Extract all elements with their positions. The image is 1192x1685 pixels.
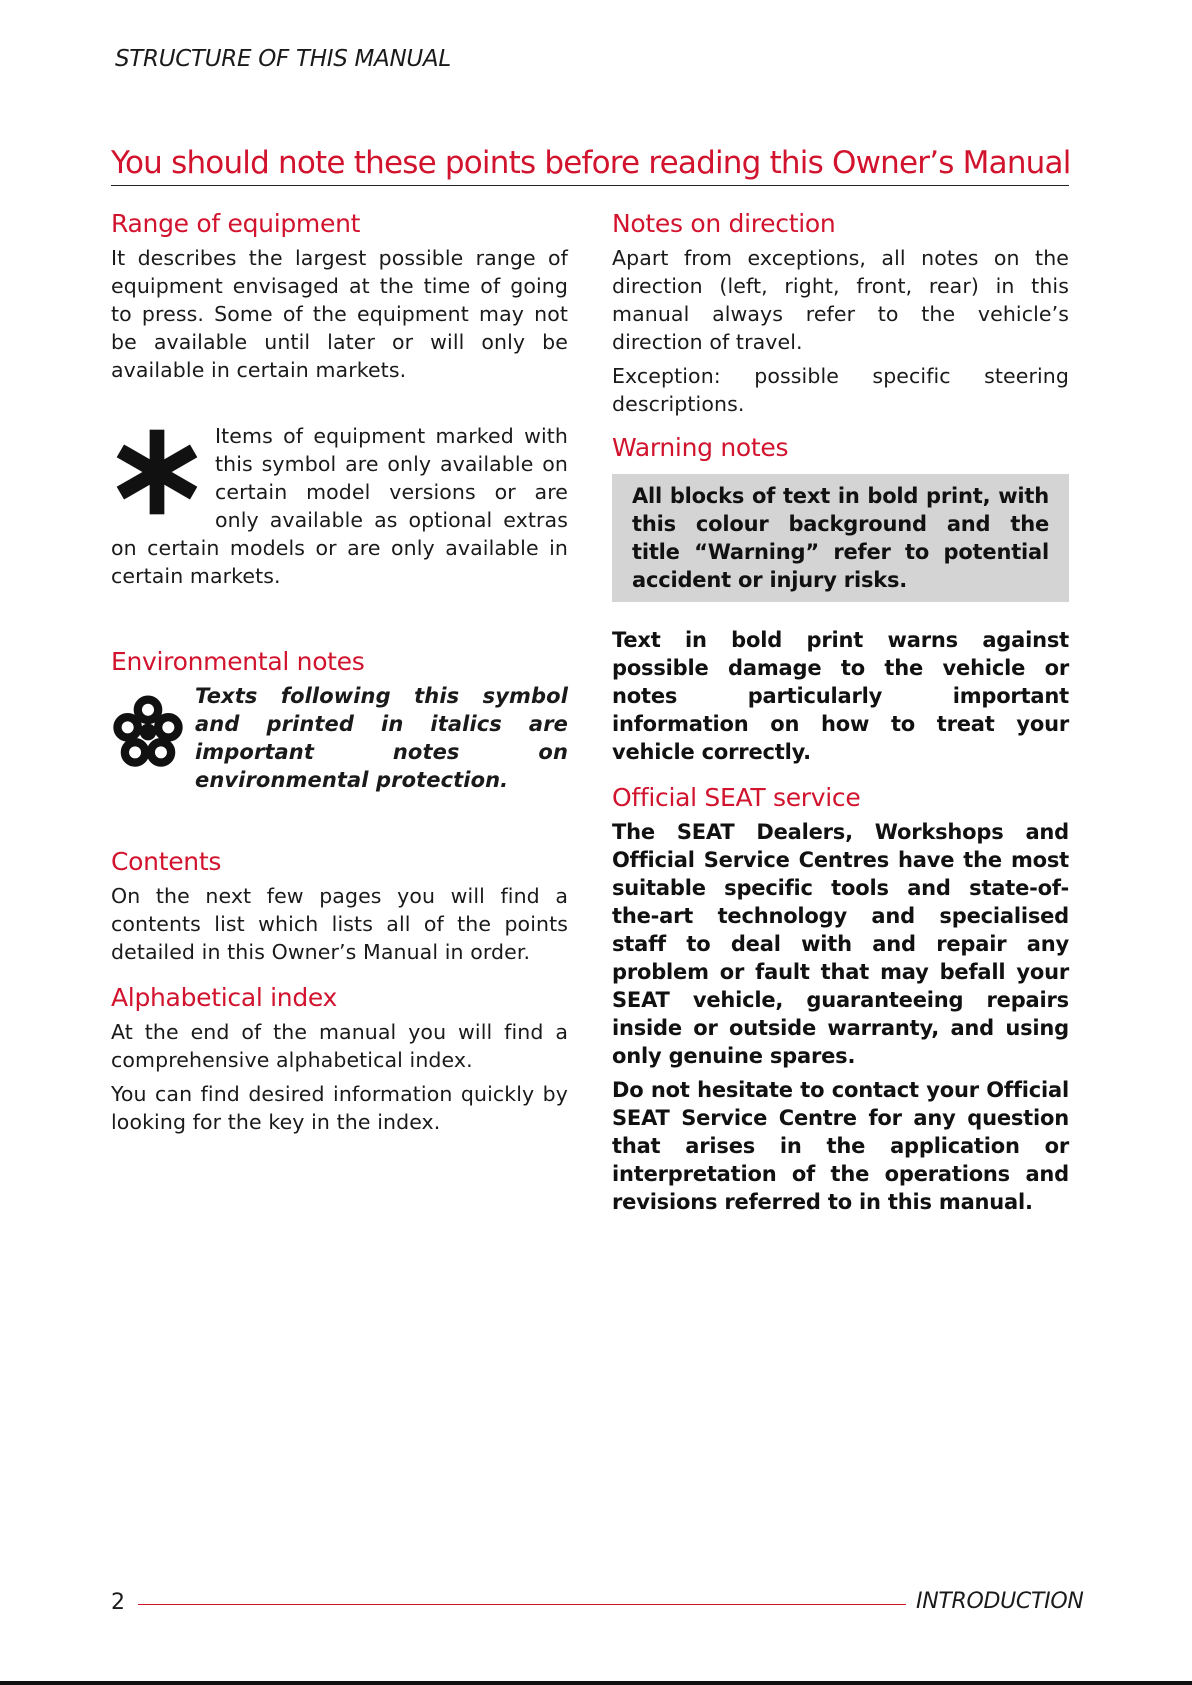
official-seat-service-text-2: Do not hesitate to contact your Official SEAT Service Centre for any question that arises in the application or interpretation of the operations and revisions referred to in this manual.	[612, 1078, 1069, 1214]
alphabetical-index-text-1: At the end of the manual you will find a comprehensive alphabetical index.	[111, 1020, 568, 1072]
warning-bold-text: Text in bold print warns against possible damage to the vehicle or notes particularly important information on how to treat your vehicle correctly.	[612, 628, 1069, 764]
range-of-equipment-heading: Range of equipment	[111, 209, 361, 238]
warning-notes-heading: Warning notes	[612, 433, 789, 462]
contents-text: On the next few pages you will find a contents list which lists all of the points detailed in this Owner’s Manual in order.	[111, 884, 568, 964]
official-seat-service-text-1: The SEAT Dealers, Workshops and Official Service Centres have the most suitable specific tools and state-of-the-art technology and specialised staff to deal with and repair any problem or fault that may befall your SEAT vehicle, guaranteeing repairs inside or outside warranty, and using only genuine spares.	[612, 820, 1069, 1068]
alphabetical-index-heading: Alphabetical index	[111, 983, 338, 1012]
notes-on-direction-text-2: Exception: possible specific steering descriptions.	[612, 364, 1069, 416]
footer-section-label: INTRODUCTION	[916, 1589, 1084, 1614]
page-bottom-border	[0, 1681, 1192, 1685]
page-title: You should note these points before reading this Owner’s Manual	[111, 145, 1069, 186]
warning-box	[612, 474, 1069, 602]
official-seat-service-heading: Official SEAT service	[612, 783, 861, 812]
running-head: STRUCTURE OF THIS MANUAL	[115, 46, 451, 72]
warning-box-text: All blocks of text in bold print, with this colour background and the title “Warning” refer to potential accident or injury risks.	[632, 484, 1049, 592]
notes-on-direction-text-1: Apart from exceptions, all notes on the direction (left, right, front, rear) in this manual always refer to the vehicle’s direction of travel.	[612, 246, 1069, 354]
environmental-notes-heading: Environmental notes	[111, 647, 365, 676]
range-of-equipment-text: It describes the largest possible range of equipment envisaged at the time of going to press. Some of the equipment may not be available until later or will only be available in certain markets.	[111, 246, 568, 382]
footer-rule	[138, 1604, 906, 1605]
environmental-note	[111, 682, 568, 794]
right-column	[612, 208, 1069, 1216]
optional-equipment-text: Items of equipment marked with this symbol are only available on certain model versions or are only available as optional extras on certain models or are only available in certain markets.	[111, 424, 568, 588]
page-number: 2	[111, 1590, 125, 1615]
contents-heading: Contents	[111, 847, 222, 876]
environmental-notes-text: Texts following this symbol and printed in italics are important notes on environmental protection.	[195, 684, 568, 792]
asterisk-icon	[111, 426, 203, 518]
optional-equipment-note	[111, 422, 568, 590]
flower-icon	[111, 692, 185, 772]
left-column	[111, 208, 568, 1136]
notes-on-direction-heading: Notes on direction	[612, 209, 836, 238]
alphabetical-index-text-2: You can find desired information quickly by looking for the key in the index.	[111, 1082, 568, 1134]
